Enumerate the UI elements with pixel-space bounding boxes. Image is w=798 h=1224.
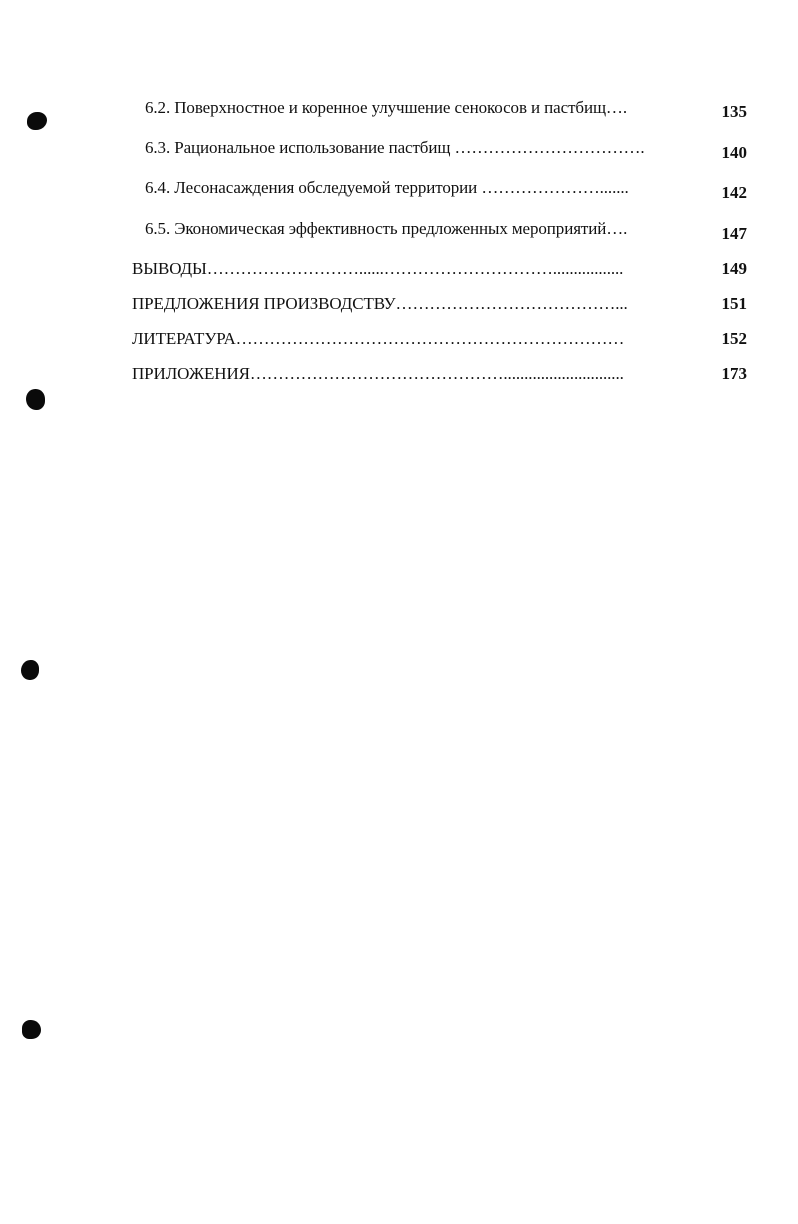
toc-entry-page: 142 [721, 183, 747, 202]
toc-entry [0, 98, 798, 128]
toc-entry [0, 294, 798, 324]
binding-hole-mark [22, 1020, 41, 1039]
toc-entry-title: 6.3. Рациональное использование пастбищ ……………………………. [145, 138, 645, 157]
toc-entry-title: 6.4. Лесонасаждения обследуемой территории …………………....... [145, 178, 629, 197]
toc-entry [0, 329, 798, 359]
toc-entry-page: 140 [721, 143, 747, 162]
toc-entry-title: 6.2. Поверхностное и коренное улучшение сенокосов и пастбищ…. [145, 98, 627, 117]
toc-entry-page: 151 [721, 294, 747, 313]
toc-entry [0, 364, 798, 394]
toc-entry [0, 259, 798, 289]
toc-entry-title: ВЫВОДЫ………………………......…………………………................. [132, 259, 624, 278]
toc-entry-page: 135 [721, 102, 747, 121]
toc-entry [0, 219, 798, 249]
toc-entry-page: 173 [721, 364, 747, 383]
toc-entry [0, 178, 798, 208]
binding-hole-mark [21, 660, 39, 680]
toc-entry-title: ПРИЛОЖЕНИЯ………………………………………............................. [132, 364, 624, 383]
toc-entry-page: 147 [721, 224, 747, 243]
toc-entry-title: ПРЕДЛОЖЕНИЯ ПРОИЗВОДСТВУ…………………………………... [132, 294, 628, 313]
toc-entry-page: 152 [721, 329, 747, 348]
binding-hole-mark [26, 389, 45, 410]
toc-entry [0, 138, 798, 168]
toc-entry-title: 6.5. Экономическая эффективность предложенных мероприятий…. [145, 219, 628, 238]
toc-entry-page: 149 [721, 259, 747, 278]
toc-entry-title: ЛИТЕРАТУРА…………………………………………………………… [132, 329, 625, 348]
